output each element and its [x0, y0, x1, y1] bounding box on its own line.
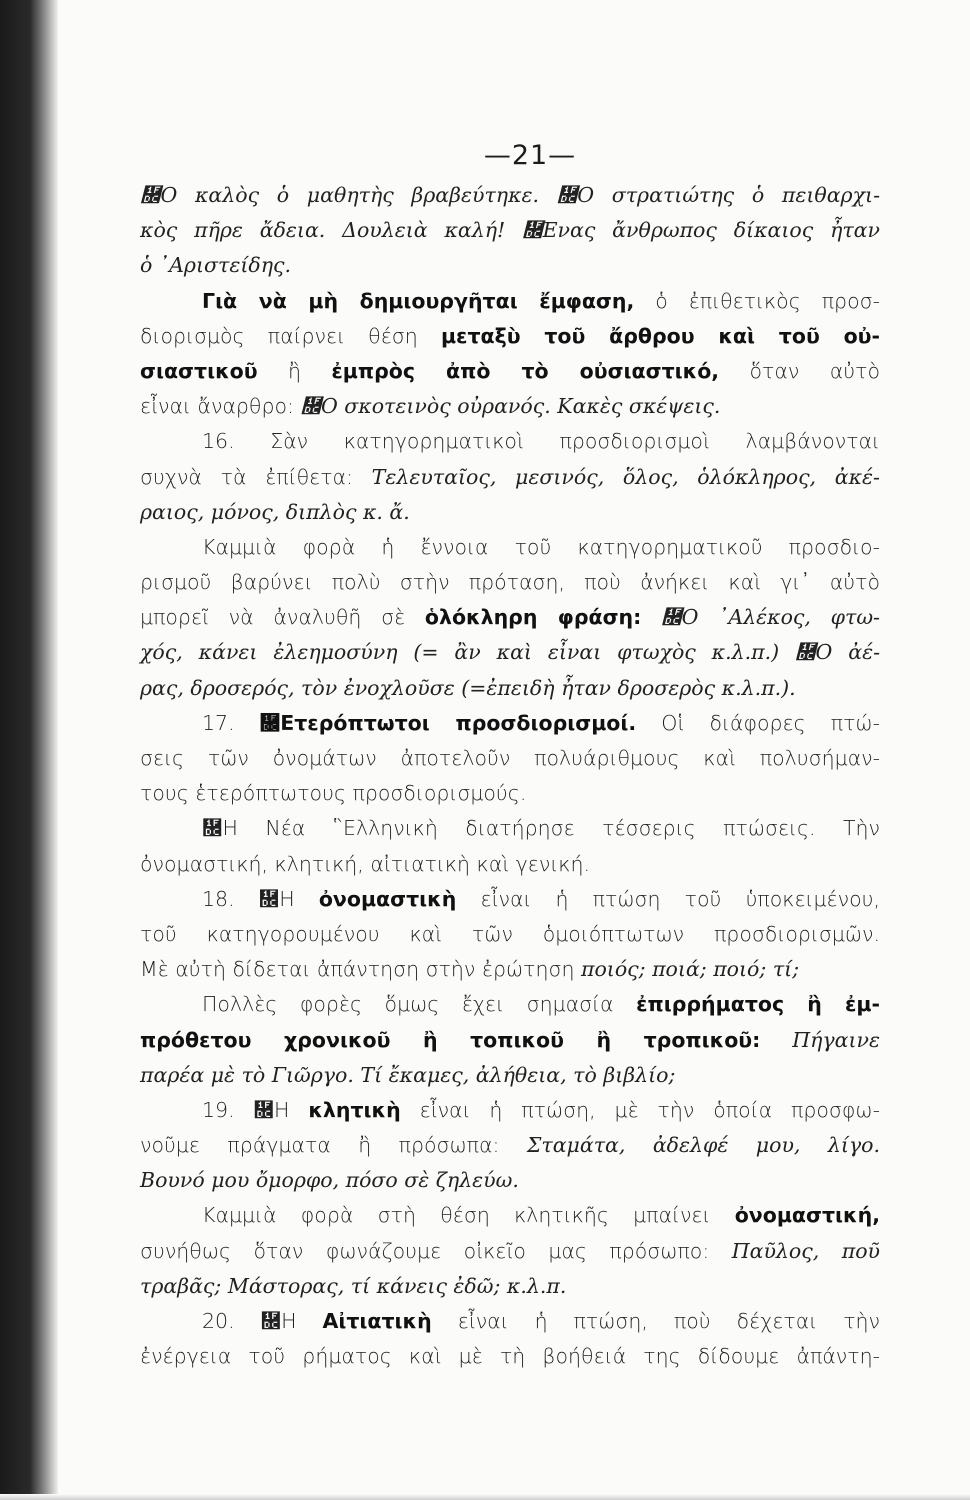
text-line: [140, 424, 880, 459]
italic-example: ῜Ο σκοτεινὸς οὐρανός. Κακὲς σκέψεις.: [300, 394, 721, 419]
text-line: [140, 565, 880, 600]
text-line: [140, 635, 880, 670]
italic-example: ῜Ο καλὸς ὁ μαθητὴς βραβεύτηκε. ῜Ο στρατιώτης ὁ πειθαρχι-: [140, 183, 880, 207]
text-run: τοῦ κατηγορουμένου καὶ τῶν ὁμοιόπτωτων προσδιορισμῶν.: [140, 921, 880, 946]
text-line: [140, 1093, 880, 1128]
bold-term: κλητικὴ: [308, 1097, 401, 1122]
bold-term: μεταξὺ τοῦ ἄρθρου καὶ τοῦ οὐ-: [440, 323, 881, 348]
scan-binding-shadow: [0, 0, 58, 1500]
italic-example: Βουνό μου ὄμορφο, πόσο σὲ ζηλεύω.: [140, 1168, 519, 1193]
page-number: —21—: [483, 140, 577, 171]
italic-example: παρέα μὲ τὸ Γιῶργο. Τί ἔκαμες, ἀλήθεια, τὸ βιβλίο;: [140, 1062, 676, 1087]
text-line: [140, 178, 880, 213]
bold-term: ἐμπρὸς ἀπὸ τὸ οὐσιαστικό,: [331, 358, 720, 383]
bold-term: ὀνομαστικὴ: [318, 886, 457, 911]
text-line: [140, 460, 880, 495]
italic-example: ποιός; ποιά; ποιό; τί;: [580, 957, 800, 982]
italic-example: χός, κάνει ἐλεημοσύνη (= ἂν καὶ εἶναι φτωχὸς κ.λ.π.) ῜Ο ἀέ-: [140, 640, 880, 665]
text-line: [140, 354, 880, 389]
text-run: Καμμιὰ φορὰ στὴ θέση κλητικῆς μπαίνει: [202, 1203, 735, 1228]
text-line: [140, 213, 880, 248]
text-run: 16. Σὰν κατηγορηματικοὶ προσδιορισμοὶ λαμβάνονται: [202, 429, 880, 454]
text-run: Πολλὲς φορὲς ὅμως ἔχει σημασία: [202, 992, 637, 1017]
text-line: [140, 847, 880, 882]
text-run: Καμμιὰ φορὰ ἡ ἔννοια τοῦ κατηγορηματικοῦ προσδιο-: [202, 534, 880, 559]
italic-example: ὁ ᾿Αριστείδης.: [140, 253, 291, 278]
text-line: [140, 284, 880, 319]
text-run: συνήθως ὅταν φωνάζουμε οἰκεῖο μας πρόσωπο:: [140, 1238, 732, 1263]
text-line: [140, 389, 880, 424]
bold-term: ὀνομαστική,: [734, 1203, 880, 1228]
text-line: [140, 1234, 880, 1269]
text-run: 18. ῜Η: [202, 886, 319, 911]
text-line: [140, 248, 880, 283]
text-run: εἶναι ἡ πτώση, μὲ τὴν ὁποία προσφω-: [400, 1097, 880, 1122]
text-line: [140, 530, 880, 565]
text-line: [140, 776, 880, 811]
text-line: [140, 1128, 880, 1163]
bold-term: ἐπιρρήματος ἢ ἐμ-: [636, 992, 881, 1017]
text-line: [140, 811, 880, 846]
text-line: [140, 1163, 880, 1198]
text-run: 17.: [202, 710, 260, 735]
text-run: εἶναι ἡ πτώση, ποὺ δέχεται τὴν: [431, 1309, 880, 1333]
italic-example: κὸς πῆρε ἄδεια. Δουλειὰ καλή! ῜Ενας ἄνθρωπος δίκαιος ἦταν: [140, 218, 880, 243]
italic-example: τραβᾶς; Μάστορας, τί κάνεις ἐδῶ; κ.λ.π.: [140, 1273, 567, 1298]
italic-example: Σταμάτα, ἀδελφέ μου, λίγο.: [526, 1133, 880, 1158]
bold-term: ῜Ετερόπτωτοι προσδιορισμοί.: [259, 710, 637, 735]
text-run: μπορεῖ νὰ ἀναλυθῆ σὲ: [140, 605, 425, 630]
italic-example: Παῦλος, ποῦ: [731, 1238, 881, 1263]
text-run: εἶναι ἄναρθρο:: [140, 394, 301, 419]
text-line: [140, 1339, 880, 1374]
text-line: [140, 1304, 880, 1339]
text-line: [140, 1023, 880, 1058]
text-line: [140, 882, 880, 917]
text-run: τους ἑτερόπτωτους προσδιορισμούς.: [140, 781, 527, 806]
text-run: ἢ: [257, 358, 332, 383]
text-line: [140, 495, 880, 530]
text-run: ὅταν αὐτὸ: [719, 358, 880, 383]
text-line: [140, 706, 880, 741]
scan-bottom-edge: [0, 1494, 970, 1500]
text-line: [140, 600, 880, 635]
text-line: [140, 671, 880, 706]
text-run: ρισμοῦ βαρύνει πολὺ στὴν πρόταση, ποὺ ἀνήκει καὶ γι᾿ αὐτὸ: [140, 570, 880, 595]
text-run: Μὲ αὐτὴ δίδεται ἀπάντηση στὴν ἐρώτηση: [140, 957, 581, 982]
text-line: [140, 952, 880, 987]
text-line: [140, 1198, 880, 1233]
text-run: ῜Η Νέα ῝Ελληνικὴ διατήρησε τέσσερις πτώσεις. Τὴν: [202, 816, 880, 841]
bold-term: Γιὰ νὰ μὴ δημιουργῆται ἔμφαση,: [202, 288, 635, 313]
italic-example: Τελευταῖος, μεσινός, ὅλος, ὁλόκληρος, ἀκέ-: [371, 464, 880, 489]
bold-term: ὁλόκληρη φράση:: [424, 605, 642, 630]
text-run: 20. ῜Η: [202, 1309, 323, 1333]
text-line: [140, 741, 880, 776]
text-line: [140, 917, 880, 952]
text-run: ὀνομαστική, κλητική, αἰτιατικὴ καὶ γενική.: [140, 851, 590, 876]
text-run: συχνὰ τὰ ἐπίθετα:: [140, 464, 372, 489]
bold-term: σιαστικοῦ: [140, 358, 258, 383]
text-run: ὁ ἐπιθετικὸς προσ-: [634, 288, 880, 313]
bold-term: πρόθετου χρονικοῦ ἢ τοπικοῦ ἢ τροπικοῦ:: [140, 1027, 761, 1052]
text-line: [140, 1058, 880, 1093]
text-run: νοῦμε πράγματα ἢ πρόσωπα:: [140, 1133, 527, 1158]
italic-example: ραιος, μόνος, διπλὸς κ. ἄ.: [140, 499, 410, 524]
text-line: [140, 1269, 880, 1304]
text-run: ἐνέργεια τοῦ ρήματος καὶ μὲ τὴ βοήθειά της δίδουμε ἀπάντη-: [140, 1344, 880, 1369]
italic-example: Πήγαινε: [760, 1027, 880, 1052]
text-run: 19. ῜Η: [202, 1097, 309, 1122]
text-line: [140, 319, 880, 354]
body-text: [140, 178, 880, 1374]
text-run: διορισμὸς παίρνει θέση: [140, 323, 441, 348]
text-run: εἶναι ἡ πτώση τοῦ ὑποκειμένου,: [456, 886, 880, 911]
italic-example: ῜Ο ᾿Αλέκος, φτω-: [641, 605, 880, 630]
bold-term: Αἰτιατικὴ: [322, 1309, 432, 1333]
text-line: [140, 987, 880, 1022]
italic-example: ρας, δροσερός, τὸν ἐνοχλοῦσε (=ἐπειδὴ ἦταν δροσερὸς κ.λ.π.).: [140, 675, 796, 700]
text-run: Οἱ διάφορες πτώ-: [636, 710, 880, 735]
text-run: σεις τῶν ὀνομάτων ἀποτελοῦν πολυάριθμους καὶ πολυσήμαν-: [140, 746, 880, 770]
